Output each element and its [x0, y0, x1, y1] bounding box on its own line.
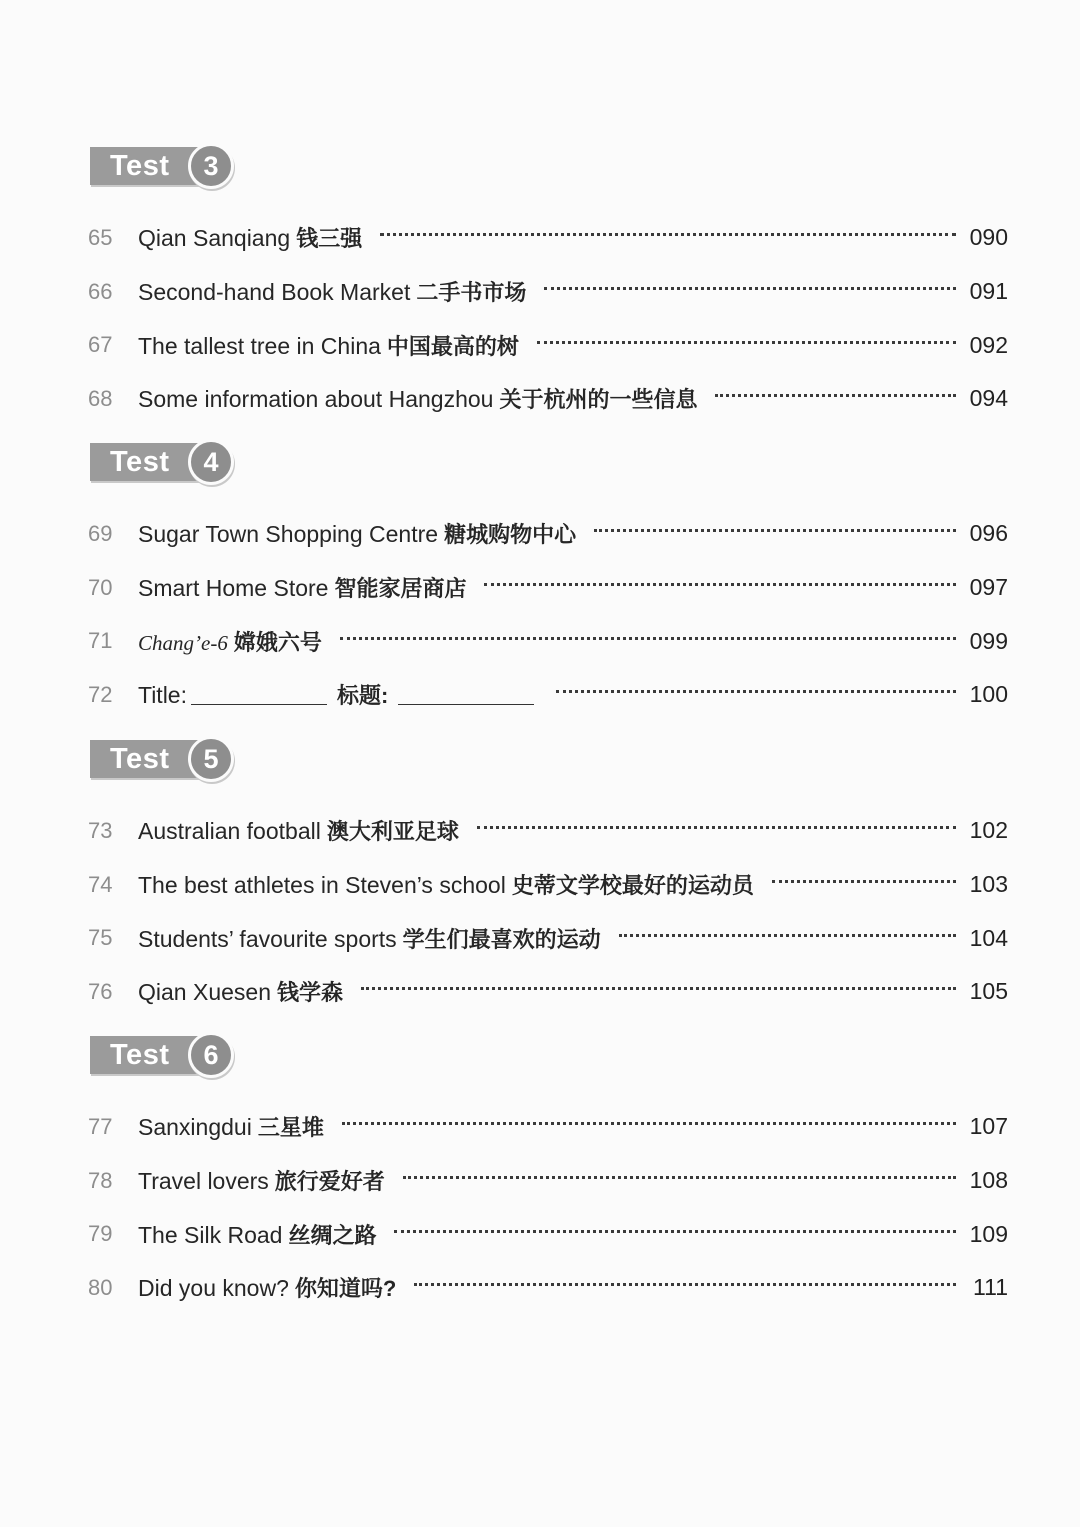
- entry-title-en: Travel lovers: [138, 1168, 269, 1195]
- entry-title: [138, 923, 601, 954]
- entry-number: 68: [88, 385, 113, 411]
- badge-number: 6: [188, 1032, 234, 1078]
- entry-title: [138, 383, 697, 414]
- entry-title-cn: 三星堆: [257, 1115, 324, 1141]
- entry-title-cn: 你知道吗?: [294, 1276, 397, 1302]
- entry-title-en: Students’ favourite sports: [138, 925, 397, 952]
- entry-title: [138, 1272, 396, 1303]
- entry-title-cn: 嫦娥六号: [233, 629, 322, 655]
- toc-section-test-6: [88, 1031, 1008, 1315]
- title-blank-line: [191, 686, 327, 705]
- dot-leader: [772, 880, 956, 883]
- entry-page-number: 109: [969, 1220, 1008, 1247]
- toc-entry[interactable]: [88, 614, 1008, 668]
- entry-title: [138, 330, 519, 361]
- dot-leader: [619, 934, 956, 937]
- entry-title: [138, 572, 466, 603]
- entry-list: [88, 211, 1008, 426]
- toc-section-test-3: [88, 142, 1008, 426]
- badge-number: 5: [188, 736, 234, 782]
- dot-leader: [340, 637, 956, 640]
- dot-leader: [544, 287, 956, 290]
- toc-entry[interactable]: [88, 318, 1008, 372]
- entry-title-cn: 中国最高的树: [386, 333, 519, 359]
- badge-label: Test: [90, 147, 202, 185]
- section-badge: [88, 1031, 238, 1079]
- entry-title-cn: 学生们最喜欢的运动: [402, 926, 601, 952]
- entry-title: [138, 679, 538, 710]
- entry-title-en: Some information about Hangzhou: [138, 386, 494, 413]
- entry-title-cn: 澳大利亚足球: [326, 819, 459, 845]
- dot-leader: [594, 529, 956, 532]
- dot-leader: [477, 826, 956, 829]
- entry-title-en: Chang’e-6: [138, 630, 228, 655]
- title-blank-line: [398, 686, 534, 705]
- entry-page-number: 096: [969, 520, 1008, 547]
- entry-title-cn: 钱学森: [276, 980, 343, 1006]
- entry-list: [88, 507, 1008, 722]
- entry-title-en: Smart Home Store: [138, 575, 329, 602]
- toc-entry[interactable]: [88, 372, 1008, 426]
- entry-title-en: Australian football: [138, 818, 321, 845]
- dot-leader: [414, 1283, 956, 1286]
- entry-number: 67: [88, 332, 113, 358]
- entry-title: [138, 1219, 376, 1250]
- toc-entry[interactable]: [88, 1261, 1008, 1315]
- entry-title-en: Sanxingdui: [138, 1114, 252, 1141]
- entry-title-cn: 标题:: [337, 683, 389, 709]
- entry-title-en: Sugar Town Shopping Centre: [138, 521, 439, 548]
- entry-page-number: 105: [969, 978, 1008, 1005]
- entry-title-en: The best athletes in Steven’s school: [138, 872, 506, 899]
- entry-number: 74: [88, 871, 113, 897]
- toc-entry[interactable]: [88, 911, 1008, 965]
- entry-page-number: 091: [969, 278, 1008, 305]
- badge-label: Test: [90, 1036, 202, 1074]
- toc-section-test-4: [88, 438, 1008, 722]
- badge-number: 3: [188, 143, 234, 189]
- toc-entry[interactable]: [88, 1100, 1008, 1154]
- dot-leader: [484, 583, 956, 586]
- toc-section-test-5: [88, 735, 1008, 1019]
- entry-number: 69: [88, 520, 113, 546]
- toc-entry[interactable]: [88, 507, 1008, 561]
- dot-leader: [361, 987, 956, 990]
- entry-title-cn: 二手书市场: [416, 280, 527, 306]
- dot-leader: [556, 690, 956, 693]
- toc-entry[interactable]: [88, 561, 1008, 615]
- entry-title: [138, 815, 459, 846]
- toc-entry[interactable]: [88, 804, 1008, 858]
- entry-page-number: 108: [969, 1167, 1008, 1194]
- entry-page-number: 099: [969, 627, 1008, 654]
- entry-title: [138, 976, 343, 1007]
- entry-title-cn: 丝绸之路: [288, 1222, 377, 1248]
- section-badge: [88, 735, 238, 783]
- entry-title-cn: 关于杭州的一些信息: [499, 387, 698, 413]
- entry-page-number: 100: [969, 681, 1008, 708]
- entry-title: [138, 222, 362, 253]
- badge-label: Test: [90, 740, 202, 778]
- entry-number: 73: [88, 817, 113, 843]
- entry-title-cn: 史蒂文学校最好的运动员: [511, 873, 754, 899]
- badge-number: 4: [188, 439, 234, 485]
- toc-entry[interactable]: [88, 668, 1008, 722]
- entry-page-number: 103: [969, 871, 1008, 898]
- entry-number: 76: [88, 978, 113, 1004]
- entry-title-en: Qian Sanqiang: [138, 225, 291, 252]
- dot-leader: [380, 233, 956, 236]
- toc-entry[interactable]: [88, 1207, 1008, 1261]
- entry-page-number: 090: [969, 224, 1008, 251]
- entry-title-cn: 钱三强: [296, 226, 363, 252]
- toc-entry[interactable]: [88, 211, 1008, 265]
- entry-number: 75: [88, 925, 113, 951]
- entry-title-cn: 旅行爱好者: [274, 1169, 385, 1195]
- entry-page-number: 092: [969, 331, 1008, 358]
- dot-leader: [537, 341, 956, 344]
- entry-number: 70: [88, 574, 113, 600]
- entry-title-en: Qian Xuesen: [138, 979, 271, 1006]
- toc-entry[interactable]: [88, 965, 1008, 1019]
- toc-entry[interactable]: [88, 265, 1008, 319]
- entry-number: 77: [88, 1113, 113, 1139]
- dot-leader: [715, 394, 956, 397]
- entry-number: 65: [88, 224, 113, 250]
- entry-page-number: 094: [969, 385, 1008, 412]
- entry-title-cn: 糖城购物中心: [444, 522, 577, 548]
- entry-title-en: Second-hand Book Market: [138, 279, 411, 306]
- toc-entry[interactable]: [88, 858, 1008, 912]
- dot-leader: [403, 1176, 956, 1179]
- entry-title: [138, 1165, 385, 1196]
- entry-page-number: 107: [969, 1113, 1008, 1140]
- dot-leader: [342, 1122, 956, 1125]
- section-badge: [88, 438, 238, 486]
- entry-page-number: 102: [969, 817, 1008, 844]
- entry-number: 72: [88, 681, 113, 707]
- entry-title: [138, 518, 576, 549]
- entry-number: 78: [88, 1167, 113, 1193]
- entry-number: 66: [88, 278, 113, 304]
- entry-title-en: Title:: [138, 682, 187, 709]
- entry-list: [88, 804, 1008, 1019]
- toc-entry[interactable]: [88, 1154, 1008, 1208]
- entry-title: [138, 869, 754, 900]
- badge-label: Test: [90, 443, 202, 481]
- entry-title-en: The Silk Road: [138, 1221, 283, 1248]
- entry-number: 71: [88, 628, 113, 654]
- entry-title: [138, 276, 526, 307]
- entry-title-en: The tallest tree in China: [138, 332, 381, 359]
- entry-title-en: Did you know?: [138, 1275, 289, 1302]
- entry-title-cn: 智能家居商店: [334, 576, 467, 602]
- dot-leader: [394, 1230, 956, 1233]
- entry-page-number: 097: [969, 574, 1008, 601]
- entry-number: 80: [88, 1274, 113, 1300]
- entry-title: [138, 1111, 324, 1142]
- entry-number: 79: [88, 1221, 113, 1247]
- entry-page-number: 104: [969, 924, 1008, 951]
- entry-page-number: 111: [973, 1274, 1008, 1301]
- section-badge: [88, 142, 238, 190]
- entry-list: [88, 1100, 1008, 1315]
- entry-title: [138, 626, 322, 657]
